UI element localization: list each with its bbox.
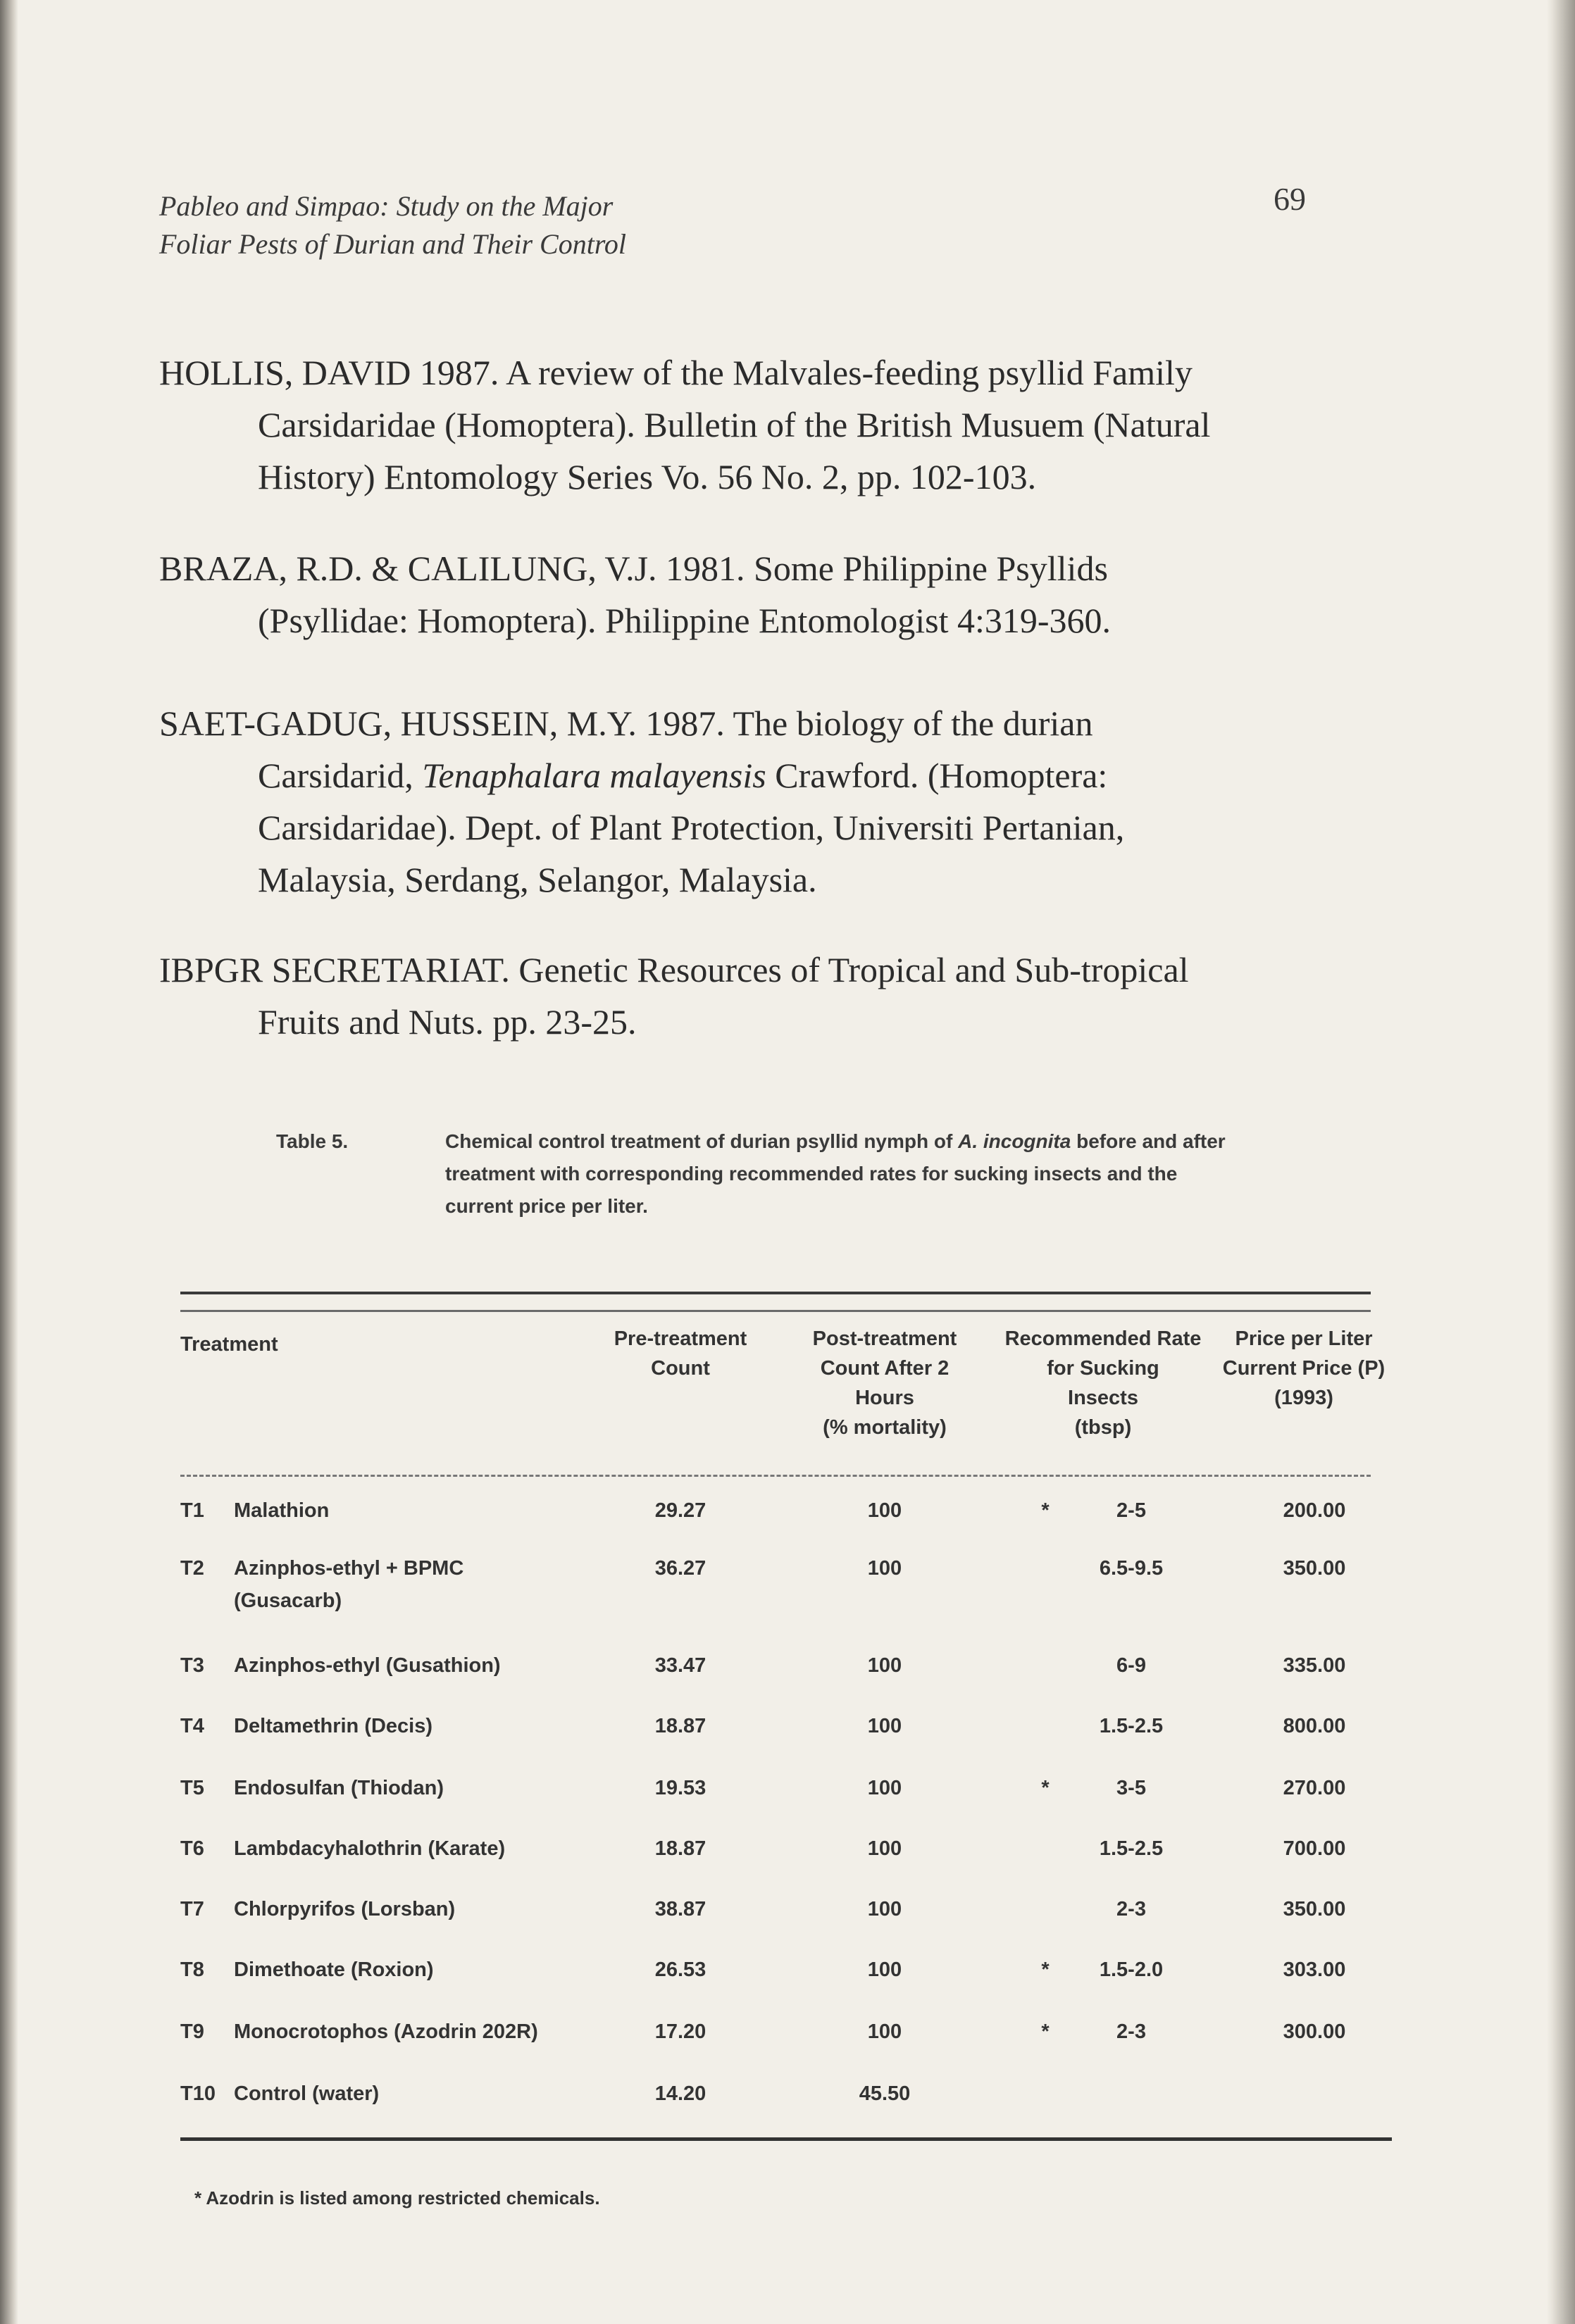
header-posttreatment xyxy=(779,1324,990,1442)
cell-pretreatment-count: 14.20 xyxy=(654,2082,706,2105)
reference-text: Crawford. (Homoptera: xyxy=(766,756,1108,795)
cell-price: 300.00 xyxy=(1283,2020,1346,2043)
cell-recommended-rate: 2-5 xyxy=(1116,1499,1146,1522)
header-line: (% mortality) xyxy=(823,1416,947,1439)
table-row xyxy=(180,2078,1392,2134)
cell-posttreatment-count: 100 xyxy=(867,1654,902,1677)
table-row xyxy=(180,1710,1392,1766)
reference-braza xyxy=(159,542,1371,646)
caption-text: Chemical control treatment of durian psyllid nymph of xyxy=(445,1130,959,1152)
cell-posttreatment-count: 100 xyxy=(867,2020,902,2043)
header-line: Post-treatment xyxy=(812,1327,957,1350)
table-caption-text xyxy=(445,1125,1389,1223)
reference-line: History) Entomology Series Vo. 56 No. 2, pp. 102-103. xyxy=(258,457,1037,496)
table-label: Table 5. xyxy=(276,1130,349,1152)
cell-treatment-name xyxy=(234,2016,628,2048)
header-line: Count After 2 xyxy=(820,1357,950,1380)
cell-treatment-code: T5 xyxy=(180,1777,204,1799)
header-treatment: Treatment xyxy=(180,1333,278,1356)
treatment-name-line: Deltamethrin (Decis) xyxy=(234,1715,433,1737)
cell-treatment-code: T4 xyxy=(180,1715,204,1737)
cell-treatment-name xyxy=(234,1893,628,1925)
caption-species: A. incognita xyxy=(958,1130,1071,1152)
cell-pretreatment-count: 36.27 xyxy=(654,1557,706,1580)
cell-treatment-name xyxy=(234,2078,628,2110)
header-line: Insects xyxy=(1068,1387,1138,1409)
table-row xyxy=(180,2016,1392,2072)
cell-treatment-code: T9 xyxy=(180,2020,204,2043)
cell-treatment-code: T3 xyxy=(180,1654,204,1677)
header-line: Price per Liter xyxy=(1235,1327,1373,1350)
cell-pretreatment-count: 18.87 xyxy=(654,1837,706,1860)
cell-posttreatment-count: 45.50 xyxy=(859,2082,911,2105)
header-line: Hours xyxy=(855,1387,914,1409)
cell-price: 350.00 xyxy=(1283,1557,1346,1580)
cell-treatment-name xyxy=(234,1649,628,1682)
table-rule-top xyxy=(180,1292,1371,1294)
cell-recommended-rate: 1.5-2.0 xyxy=(1099,1958,1164,1981)
cell-treatment-code: T1 xyxy=(180,1499,204,1522)
cell-pretreatment-count: 26.53 xyxy=(654,1958,706,1981)
cell-pretreatment-count: 38.87 xyxy=(654,1898,706,1920)
reference-line-species xyxy=(159,749,1371,801)
cell-pretreatment-count: 17.20 xyxy=(654,2020,706,2043)
treatment-name-line: Lambdacyhalothrin (Karate) xyxy=(234,1837,506,1860)
cell-treatment-code: T7 xyxy=(180,1898,204,1920)
table-row xyxy=(180,1893,1392,1949)
treatment-name-line: Malathion xyxy=(234,1499,330,1522)
treatment-name-line: Chlorpyrifos (Lorsban) xyxy=(234,1898,456,1920)
cell-recommended-rate: 1.5-2.5 xyxy=(1099,1837,1164,1860)
cell-price: 335.00 xyxy=(1283,1654,1346,1677)
treatment-name-line: Dimethoate (Roxion) xyxy=(234,1958,434,1981)
cell-recommended-rate: 2-3 xyxy=(1116,1898,1146,1920)
page-edge-left xyxy=(0,0,18,2324)
cell-recommended-rate: 6-9 xyxy=(1116,1654,1146,1677)
treatment-name-line: Endosulfan (Thiodan) xyxy=(234,1777,444,1799)
cell-price: 700.00 xyxy=(1283,1837,1346,1860)
caption-text: current price per liter. xyxy=(445,1195,648,1217)
cell-treatment-code: T8 xyxy=(180,1958,204,1981)
species-name: Tenaphalara malayensis xyxy=(422,756,766,795)
cell-recommended-rate: 3-5 xyxy=(1116,1777,1146,1799)
header-line: Current Price (P) xyxy=(1222,1357,1386,1380)
running-title-line2: Foliar Pests of Durian and Their Control xyxy=(159,228,627,260)
reference-line: Carsidaridae (Homoptera). Bulletin of the British Musuem (Natural xyxy=(258,405,1211,444)
cell-price: 270.00 xyxy=(1283,1777,1346,1799)
page-edge-right xyxy=(1547,0,1575,2324)
cell-recommended-rate: 2-3 xyxy=(1116,2020,1146,2043)
table-row xyxy=(180,1494,1392,1551)
page-number: 69 xyxy=(1274,181,1306,217)
treatment-name-line: Control (water) xyxy=(234,2082,380,2105)
cell-posttreatment-count: 100 xyxy=(867,1898,902,1920)
treatment-name-line: (Gusacarb) xyxy=(234,1589,342,1612)
caption-text: treatment with corresponding recommended rates for sucking insects and the xyxy=(445,1163,1178,1185)
cell-pretreatment-count: 19.53 xyxy=(654,1777,706,1799)
reference-hollis xyxy=(159,346,1371,503)
cell-recommended-rate: 1.5-2.5 xyxy=(1099,1715,1164,1737)
header-line: (tbsp) xyxy=(1074,1416,1132,1439)
cell-pretreatment-count: 33.47 xyxy=(654,1654,706,1677)
cell-restricted-marker: * xyxy=(1041,1499,1050,1522)
cell-pretreatment-count: 29.27 xyxy=(654,1499,706,1522)
cell-price: 200.00 xyxy=(1283,1499,1346,1522)
reference-line: BRAZA, R.D. & CALILUNG, V.J. 1981. Some Philippine Psyllids xyxy=(159,549,1108,588)
cell-treatment-name xyxy=(234,1954,628,1986)
cell-treatment-name xyxy=(234,1772,628,1804)
cell-posttreatment-count: 100 xyxy=(867,1557,902,1580)
treatment-name-line: Azinphos-ethyl (Gusathion) xyxy=(234,1654,501,1677)
table-row xyxy=(180,1772,1392,1828)
cell-treatment-code: T10 xyxy=(180,2082,216,2105)
cell-posttreatment-count: 100 xyxy=(867,1837,902,1860)
treatment-name-line: Monocrotophos (Azodrin 202R) xyxy=(234,2020,538,2043)
cell-treatment-code: T2 xyxy=(180,1557,204,1580)
reference-line: IBPGR SECRETARIAT. Genetic Resources of Tropical and Sub-tropical xyxy=(159,950,1189,989)
table-rule-top-thin xyxy=(180,1310,1371,1312)
cell-treatment-name xyxy=(234,1710,628,1742)
cell-price: 350.00 xyxy=(1283,1898,1346,1920)
reference-saet-gadug xyxy=(159,697,1371,906)
reference-ibpgr xyxy=(159,944,1371,1048)
caption-text: before and after xyxy=(1071,1130,1226,1152)
cell-restricted-marker: * xyxy=(1041,1777,1050,1799)
header-line: Count xyxy=(651,1357,710,1380)
cell-posttreatment-count: 100 xyxy=(867,1499,902,1522)
header-line: (1993) xyxy=(1274,1387,1333,1409)
cell-posttreatment-count: 100 xyxy=(867,1715,902,1737)
cell-restricted-marker: * xyxy=(1041,1958,1050,1981)
cell-posttreatment-count: 100 xyxy=(867,1958,902,1981)
table-row xyxy=(180,1649,1392,1706)
reference-line: Carsidaridae). Dept. of Plant Protection, Universiti Pertanian, xyxy=(258,808,1125,847)
running-header xyxy=(159,187,1216,263)
table-row xyxy=(180,1832,1392,1889)
data-table xyxy=(180,1282,1392,2155)
cell-treatment-name xyxy=(234,1552,628,1617)
header-line: Recommended Rate xyxy=(1004,1327,1202,1350)
cell-price: 303.00 xyxy=(1283,1958,1346,1981)
cell-pretreatment-count: 18.87 xyxy=(654,1715,706,1737)
reference-line: (Psyllidae: Homoptera). Philippine Entomologist 4:319-360. xyxy=(258,601,1112,640)
header-line: Pre-treatment xyxy=(614,1327,747,1350)
running-title-line1: Pableo and Simpao: Study on the Major xyxy=(159,190,614,222)
header-recommended-rate xyxy=(990,1324,1216,1442)
table-rule-dashed xyxy=(180,1475,1371,1477)
header-pretreatment xyxy=(589,1324,772,1383)
cell-price: 800.00 xyxy=(1283,1715,1346,1737)
cell-recommended-rate: 6.5-9.5 xyxy=(1099,1557,1164,1580)
cell-treatment-name xyxy=(234,1494,628,1527)
reference-line: SAET-GADUG, HUSSEIN, M.Y. 1987. The biology of the durian xyxy=(159,704,1093,743)
cell-treatment-code: T6 xyxy=(180,1837,204,1860)
reference-line: Malaysia, Serdang, Selangor, Malaysia. xyxy=(258,860,817,899)
treatment-name-line: Azinphos-ethyl + BPMC xyxy=(234,1557,464,1580)
cell-restricted-marker: * xyxy=(1041,2020,1050,2043)
reference-line: Fruits and Nuts. pp. 23-25. xyxy=(258,1002,637,1042)
cell-treatment-name xyxy=(234,1832,628,1865)
table-rule-bottom xyxy=(180,2137,1392,2141)
table-row xyxy=(180,1552,1392,1612)
table-footnote: * Azodrin is listed among restricted chemicals. xyxy=(194,2187,600,2209)
reference-line: HOLLIS, DAVID 1987. A review of the Malvales-feeding psyllid Family xyxy=(159,353,1193,392)
header-line: for Sucking xyxy=(1047,1357,1159,1380)
table-row xyxy=(180,1954,1392,2010)
cell-posttreatment-count: 100 xyxy=(867,1777,902,1799)
reference-text: Carsidarid, xyxy=(258,756,423,795)
header-price xyxy=(1216,1324,1392,1413)
